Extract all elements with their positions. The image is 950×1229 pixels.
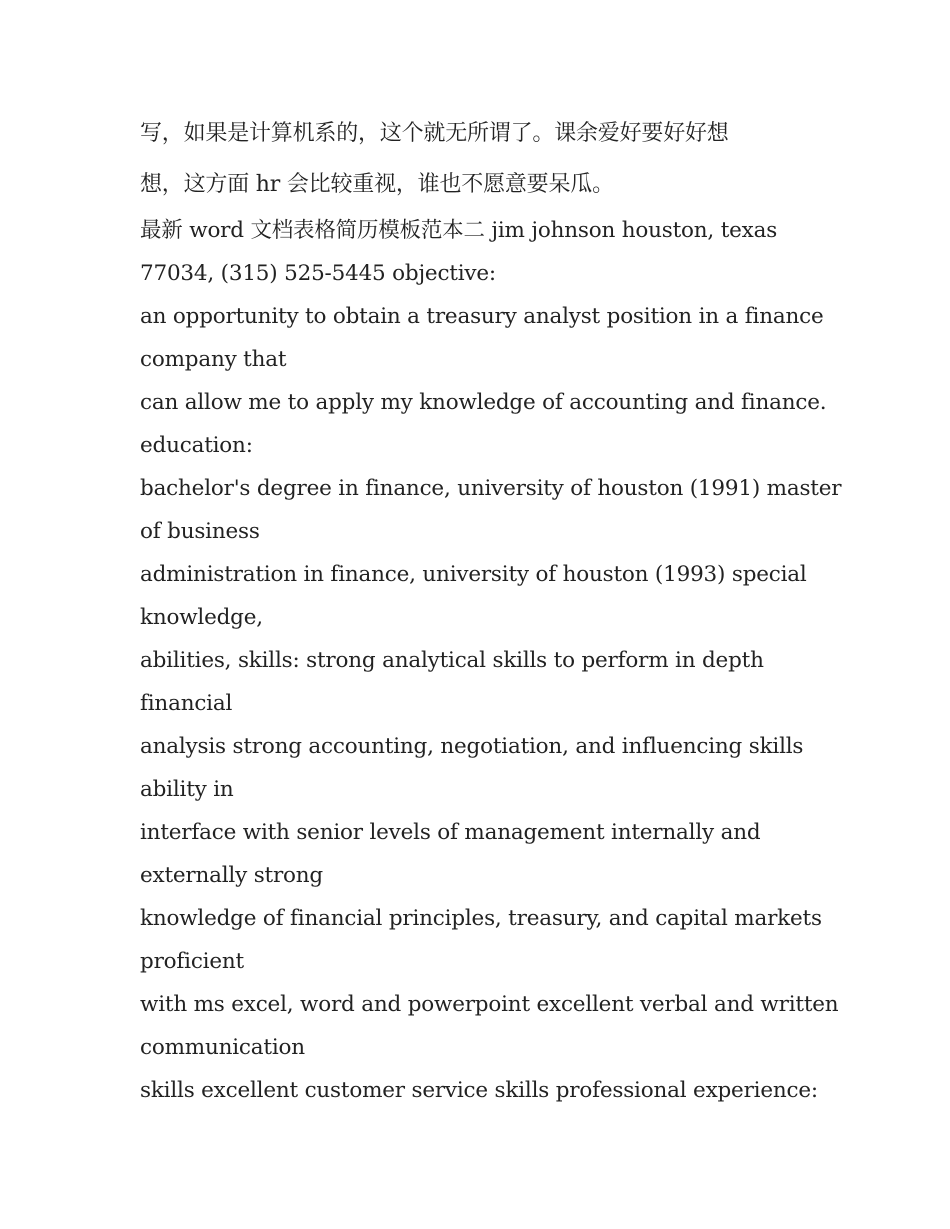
- text-line: analysis strong accounting, negotiation, and influencing skills: [140, 734, 804, 759]
- text-line: knowledge,: [140, 605, 263, 630]
- text-line: knowledge of financial principles, treasury, and capital markets: [140, 906, 822, 931]
- text-line: administration in finance, university of houston (1993) special: [140, 562, 807, 587]
- intro-paragraph: [140, 108, 820, 210]
- text-line: 77034, (315) 525-5445 objective:: [140, 261, 496, 286]
- text-line: 写，如果是计算机系的，这个就无所谓了。课余爱好要好好想: [140, 121, 729, 146]
- text-line: communication: [140, 1035, 305, 1060]
- resume-paragraph: [140, 209, 842, 1112]
- text-line: can allow me to apply my knowledge of accounting and finance.: [140, 390, 827, 415]
- text-line: interface with senior levels of management internally and: [140, 820, 761, 845]
- text-line: ability in: [140, 777, 234, 802]
- text-line: bachelor's degree in finance, university of houston (1991) master: [140, 476, 842, 501]
- text-line: proficient: [140, 949, 244, 974]
- text-line: of business: [140, 519, 260, 544]
- text-line: education:: [140, 433, 253, 458]
- text-line: with ms excel, word and powerpoint excellent verbal and written: [140, 992, 839, 1017]
- text-line: 想，这方面 hr 会比较重视，谁也不愿意要呆瓜。: [140, 172, 614, 197]
- text-line: abilities, skills: strong analytical skills to perform in depth: [140, 648, 764, 673]
- text-line: an opportunity to obtain a treasury analyst position in a finance: [140, 304, 824, 329]
- text-line: company that: [140, 347, 287, 372]
- text-line: financial: [140, 691, 233, 716]
- text-line: skills excellent customer service skills professional experience:: [140, 1078, 818, 1103]
- text-line: 最新 word 文档表格简历模板范本二 jim johnson houston, texas: [140, 218, 778, 243]
- text-line: externally strong: [140, 863, 323, 888]
